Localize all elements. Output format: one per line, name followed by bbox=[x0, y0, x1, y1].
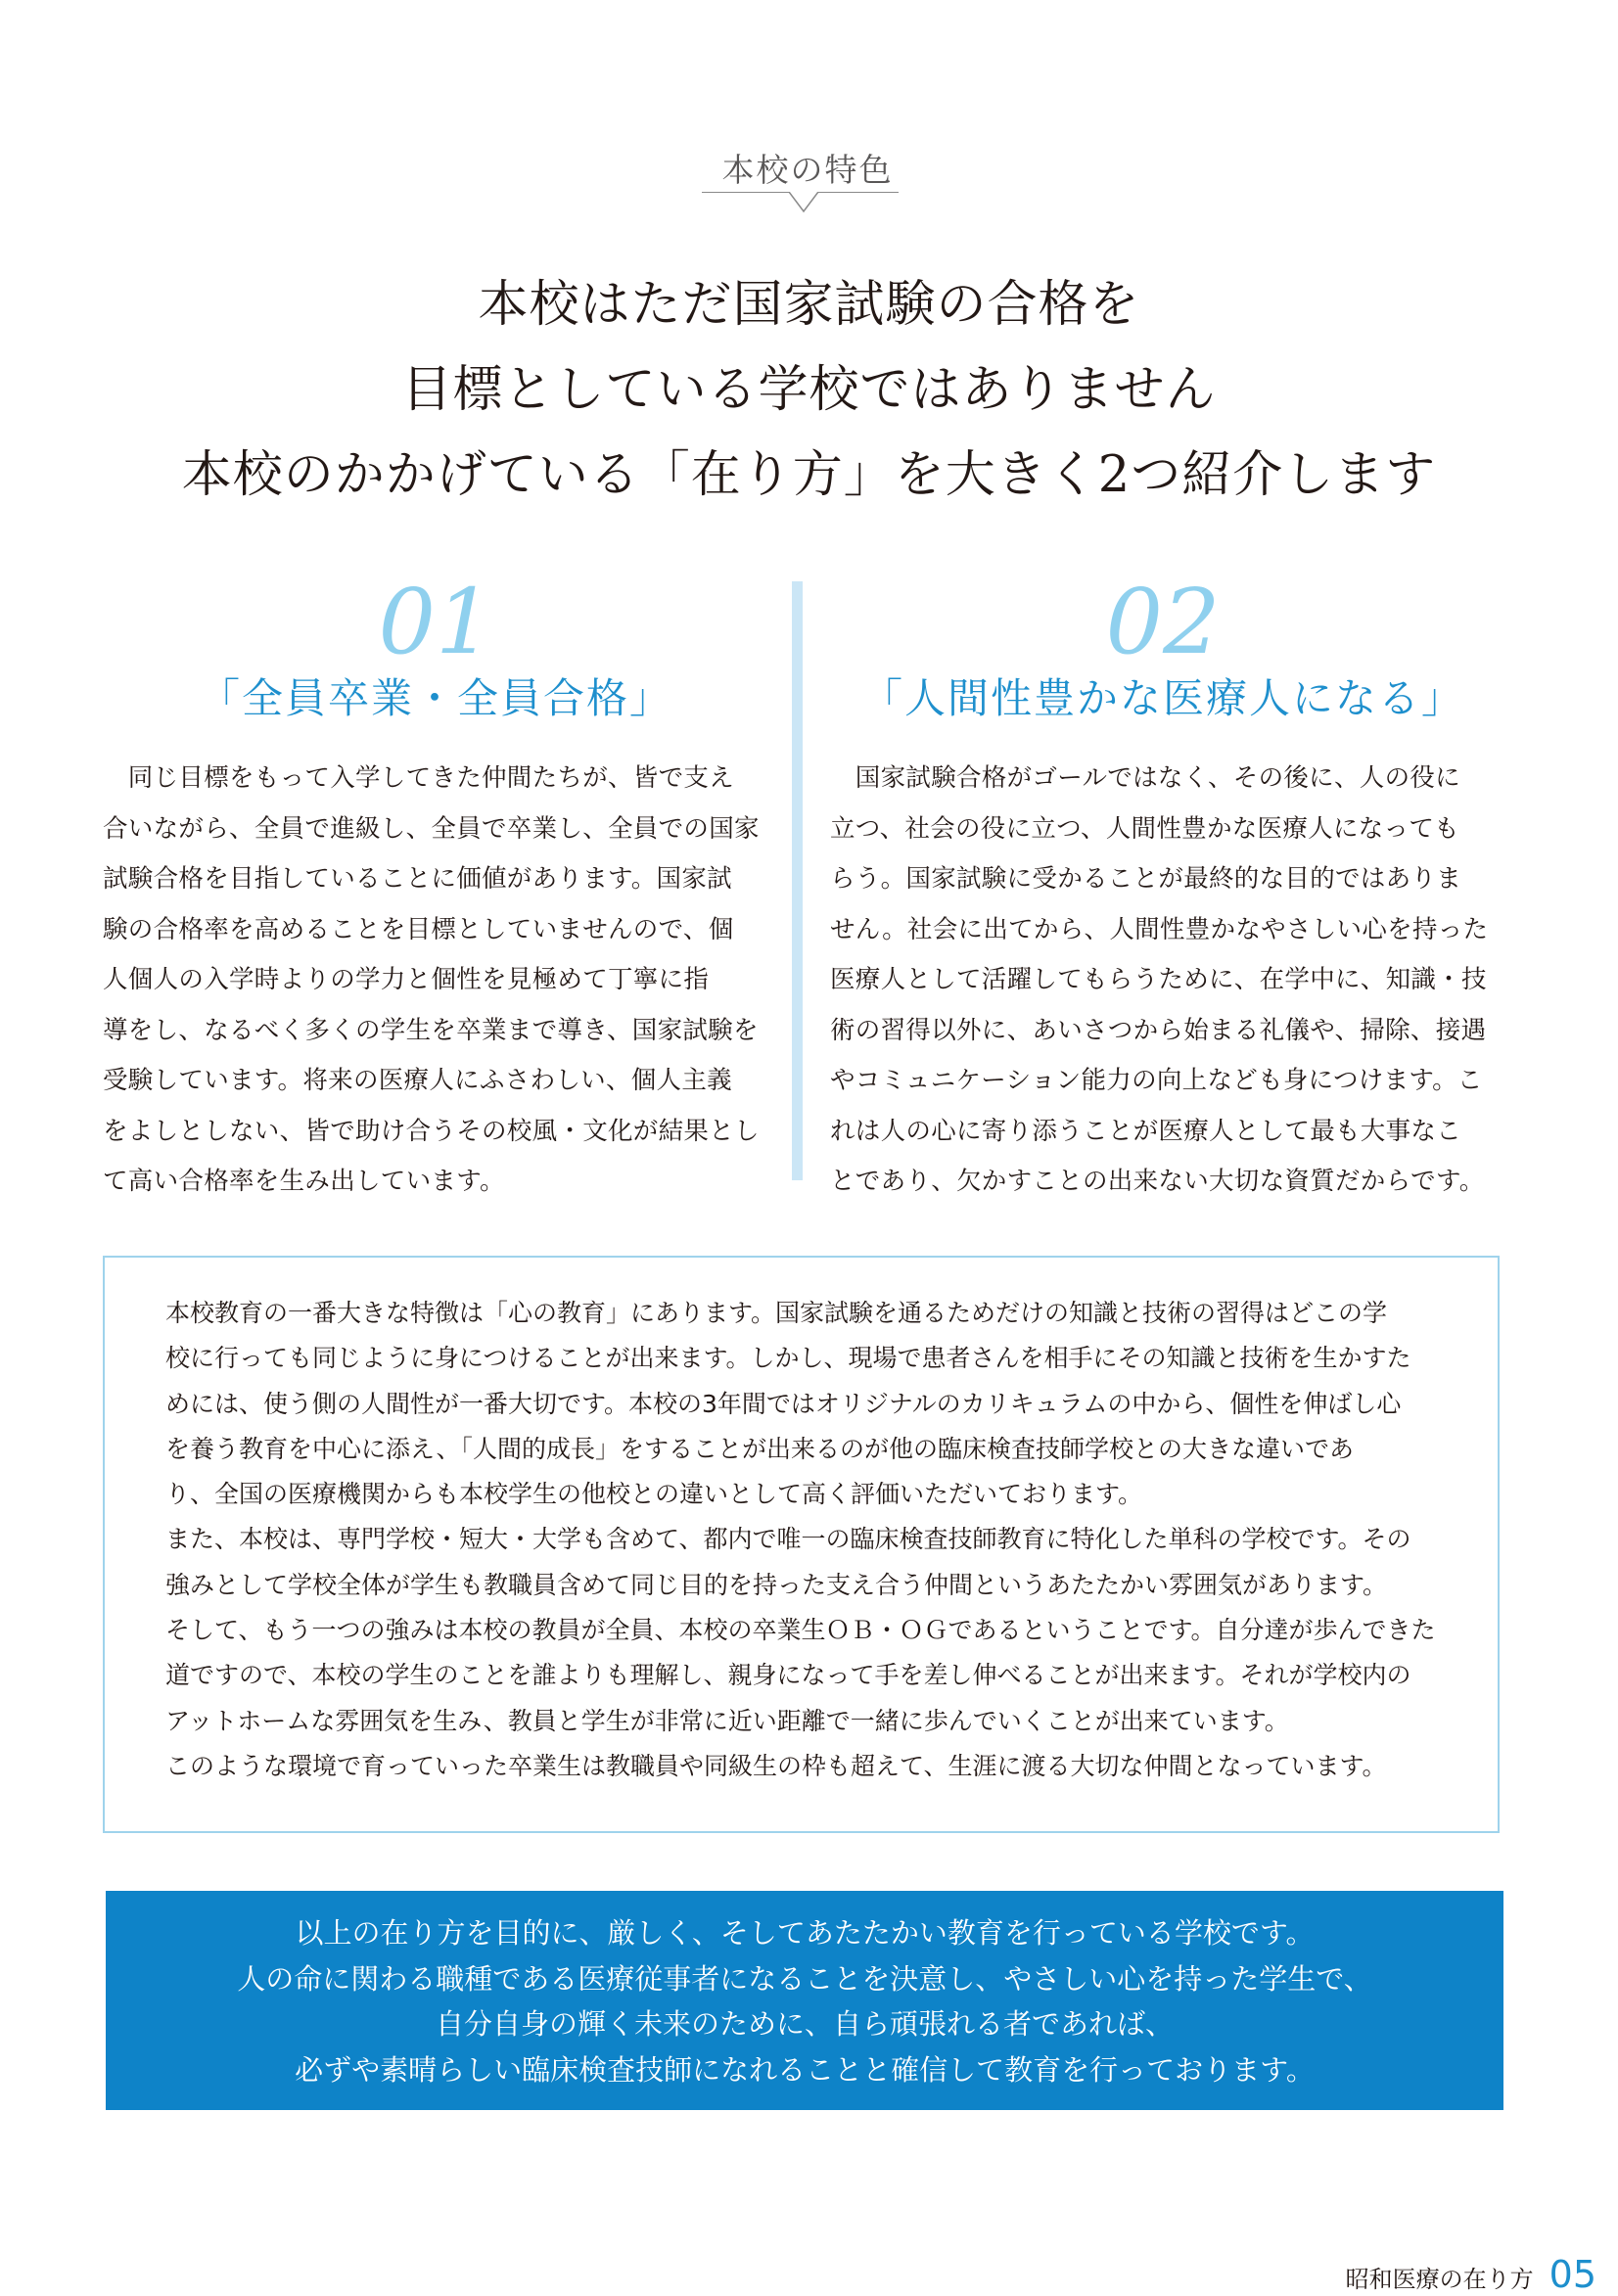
info-box-line: めには、使う側の人間性が一番大切です。本校の3年間ではオリジナルのカリキュラムの中から、個性を伸ばし心 bbox=[165, 1389, 1402, 1418]
feature-number: 01 bbox=[378, 570, 493, 674]
info-box-line: 校に行っても同じように身につけることが出来ます。しかし、現場で患者さんを相手にその知識と技術を生かすた bbox=[165, 1344, 1411, 1373]
feature-body-line: 人個人の入学時よりの学力と個性を見極めて丁寧に指 bbox=[103, 965, 710, 994]
feature-title: 「人間性豊かな医療人になる」 bbox=[860, 674, 1464, 722]
section-label-caret-icon bbox=[789, 192, 818, 213]
feature-body-line: 受験しています。将来の医療人にふさわしい、個人主義 bbox=[103, 1066, 732, 1095]
feature-column-02 bbox=[830, 570, 1496, 1208]
headline-line: 本校のかかげている「在り方」を大きく2つ紹介します bbox=[181, 446, 1437, 504]
feature-body-line: 導をし、なるべく多くの学生を卒業まで導き、国家試験を bbox=[103, 1015, 759, 1045]
banner-line: 以上の在り方を目的に、厳しく、そしてあたたかい教育を行っている学校です。 bbox=[295, 1916, 1315, 1950]
feature-body-line: 国家試験合格がゴールではなく、その後に、人の役に bbox=[830, 763, 1460, 793]
feature-body-line: て高い合格率を生み出しています。 bbox=[103, 1167, 505, 1196]
page-number: 05 bbox=[1549, 2253, 1596, 2296]
info-box-line: アットホームな雰囲気を生み、教員と学生が非常に近い距離で一緒に歩んでいくことが出来ています。 bbox=[165, 1706, 1289, 1735]
feature-body-line: せん。社会に出てから、人間性豊かなやさしい心を持った bbox=[830, 914, 1489, 944]
section-label: 本校の特色 bbox=[721, 151, 894, 189]
feature-body-line: をよしとしない、皆で助け合うその校風・文化が結果とし bbox=[103, 1116, 760, 1146]
feature-body-line: 立つ、社会の役に立つ、人間性豊かな医療人になっても bbox=[830, 813, 1459, 844]
mission-banner bbox=[106, 1891, 1503, 2110]
info-box-line: 道ですので、本校の学生のことを誰よりも理解し、親身になって手を差し伸べることが出来ます。それが学校内の bbox=[165, 1661, 1411, 1690]
feature-body-line: 同じ目標をもって入学してきた仲間たちが、皆で支え bbox=[103, 763, 735, 793]
info-box-line: を養う教育を中心に添え、「人間的成長」をすることが出来るのが他の臨床検査技師学校との大きな違いであ bbox=[165, 1434, 1355, 1463]
info-box-line: また、本校は、専門学校・短大・大学も含めて、都内で唯一の臨床検査技師教育に特化した単科の学校です。その bbox=[165, 1525, 1411, 1554]
feature-body-line: やコミュニケーション能力の向上なども身につけます。こ bbox=[830, 1066, 1483, 1095]
feature-body bbox=[103, 754, 768, 1208]
banner-line: 人の命に関わる職種である医療従事者になることを決意し、やさしい心を持った学生で、 bbox=[237, 1961, 1372, 1996]
footer-title: 昭和医療の在り方 bbox=[1345, 2266, 1534, 2293]
feature-number: 02 bbox=[1105, 570, 1221, 674]
feature-body-line: 医療人として活躍してもらうために、在学中に、知識・技 bbox=[830, 965, 1487, 994]
feature-body-line: れは人の心に寄り添うことが医療人として最も大事なこ bbox=[830, 1116, 1462, 1146]
info-box-line: そして、もう一つの強みは本校の教員が全員、本校の卒業生ＯＢ・ＯＧであるということです。自分達が歩んできた bbox=[165, 1616, 1436, 1645]
headline bbox=[0, 262, 1618, 518]
feature-body-line: とであり、欠かすことの出来ない大切な資質だからです。 bbox=[830, 1167, 1485, 1196]
page-footer bbox=[1346, 2253, 1596, 2296]
education-info-box bbox=[103, 1256, 1500, 1833]
feature-body-line: らう。国家試験に受かることが最終的な目的ではありま bbox=[830, 864, 1462, 894]
info-box-line: 強みとして学校全体が学生も教職員含めて同じ目的を持った支え合う仲間というあたたかい雰囲気があります。 bbox=[165, 1570, 1388, 1599]
banner-line: 必ずや素晴らしい臨床検査技師になれることと確信して教育を行っております。 bbox=[295, 2052, 1315, 2087]
info-box-line: り、全国の医療機関からも本校学生の他校との違いとして高く評価いただいております。 bbox=[165, 1480, 1143, 1509]
banner-line: 自分自身の輝く未来のために、自ら頑張れる者であれば、 bbox=[435, 2007, 1174, 2041]
feature-column-01 bbox=[103, 570, 768, 1208]
feature-title: 「全員卒業・全員合格」 bbox=[198, 674, 672, 722]
headline-line: 目標としている学校ではありません bbox=[401, 361, 1217, 419]
feature-body bbox=[830, 754, 1496, 1208]
feature-body-line: 術の習得以外に、あいさつから始まる礼儀や、掃除、接遇 bbox=[830, 1015, 1487, 1045]
info-box-line: 本校教育の一番大きな特徴は「心の教育」にあります。国家試験を通るためだけの知識と技術の習得はどこの学 bbox=[165, 1299, 1388, 1327]
headline-line: 本校はただ国家試験の合格を bbox=[478, 276, 1140, 334]
info-box-line: このような環境で育っていった卒業生は教職員や同級生の枠も超えて、生涯に渡る大切な仲間となっています。 bbox=[165, 1751, 1387, 1780]
column-divider bbox=[792, 581, 803, 1180]
feature-body-line: 合いながら、全員で進級し、全員で卒業し、全員での国家 bbox=[103, 813, 760, 844]
feature-body-line: 験の合格率を高めることを目標としていませんので、個 bbox=[103, 914, 734, 944]
feature-body-line: 試験合格を目指していることに価値があります。国家試 bbox=[103, 864, 732, 894]
